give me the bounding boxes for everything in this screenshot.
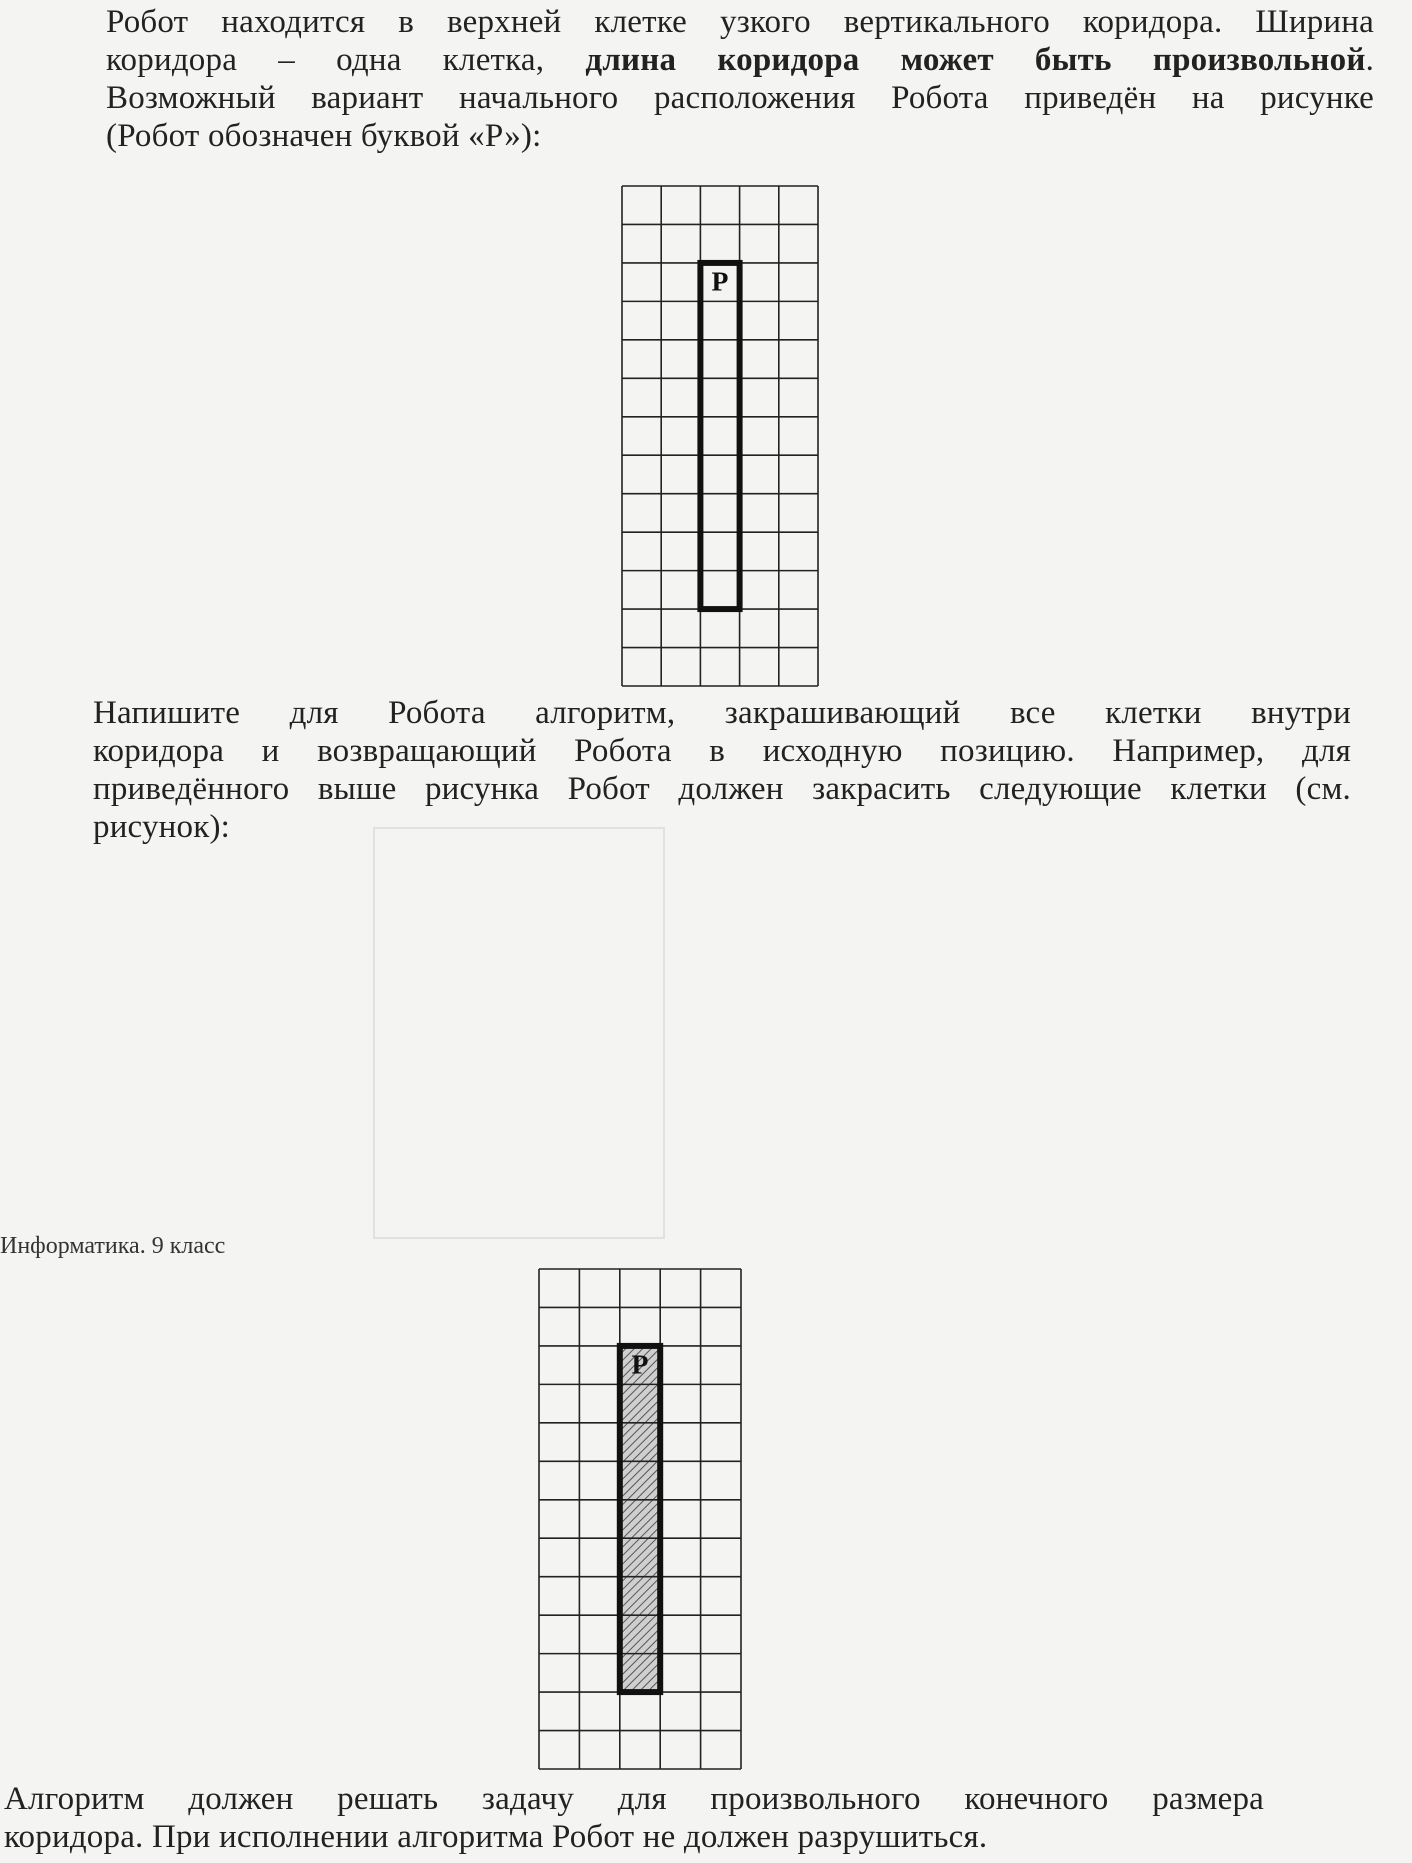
task-line-3: приведённого выше рисунка Робот должен закрасить следующие клетки (см.: [93, 771, 1351, 807]
painted-painted-cell: [620, 1577, 660, 1615]
painted-painted-cell: [620, 1423, 660, 1461]
conclusion-paragraph: [4, 1780, 1264, 1856]
painted-painted-cell: [620, 1461, 660, 1499]
painted-robot-marker: Р: [631, 1348, 649, 1380]
painted-painted-cell: [620, 1538, 660, 1576]
task-line-4: рисунок):: [93, 809, 231, 845]
intro-line-3: Возможный вариант начального расположения Робота приведён на рисунке: [106, 80, 1374, 116]
intro-line-4: (Робот обозначен буквой «Р»):: [106, 118, 542, 154]
task-line-2: коридора и возвращающий Робота в исходную позицию. Например, для: [93, 733, 1351, 769]
intro-line-2: коридора – одна клетка, длина коридора может быть произвольной.: [106, 42, 1375, 78]
task-paragraph: [93, 694, 1351, 846]
conclusion-line-1: Алгоритм должен решать задачу для произвольного конечного размера: [4, 1781, 1264, 1817]
task-line-1: Напишите для Робота алгоритм, закрашивающий все клетки внутри: [93, 695, 1351, 731]
page-footer-label: Информатика. 9 класс: [0, 1233, 226, 1259]
bleed-through-grid: [372, 826, 672, 1246]
initial-corridor-walls: [700, 263, 739, 609]
painted-painted-cell: [620, 1500, 660, 1538]
emphasis-arbitrary-length: длина коридора может быть произвольной: [585, 42, 1366, 78]
initial-position-grid: [620, 184, 820, 688]
painted-painted-cell: [620, 1384, 660, 1422]
intro-line-1: Робот находится в верхней клетке узкого вертикального коридора. Ширина: [106, 4, 1374, 40]
conclusion-line-2: коридора. При исполнении алгоритма Робот не должен разрушиться.: [4, 1819, 988, 1855]
intro-paragraph: [106, 3, 1374, 155]
initial-robot-marker: Р: [711, 265, 729, 297]
painted-painted-cell: [620, 1615, 660, 1653]
painted-corridor-grid: [537, 1267, 743, 1771]
painted-painted-cell: [620, 1654, 660, 1692]
